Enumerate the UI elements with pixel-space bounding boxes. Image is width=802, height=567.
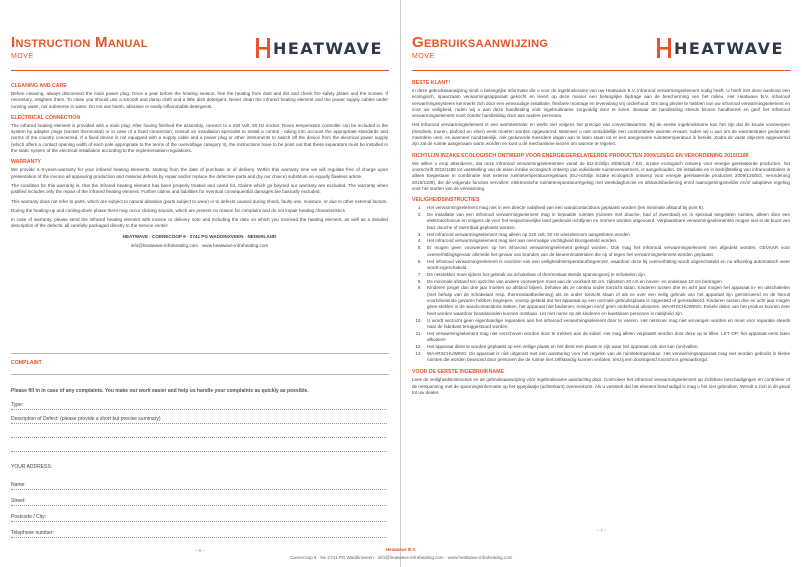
defect-line-3[interactable] [11,444,387,452]
warranty-text-1: We provide a 8-years-warranty for your infrared heating elements, starting from the date of purchase or of delivery. Within this warranty time we will regulate free of charge upon presentation of the invoice all appearing production and material defects by repair and/or replace the defective parts and (by our choice) substitute an equally flawless article. [11,167,388,179]
telephone-field[interactable] [11,530,387,538]
service-address: HEATWAVE · COENECOOP 9 · 2741 PG WADDINXVEEN · NEDERLAND [122,233,277,239]
header-divider [11,70,389,71]
footer-company: Heatwave B.V. [385,547,417,552]
safety-item: 4. Het infrarood verwarmingselement mag niet aan overmatige vochtigheid blootgesteld worden. [423,238,790,244]
complaint-divider-top [11,353,389,354]
heatwave-logo-icon [256,38,270,58]
safety-item: 12. Het apparaat dient te worden geplaatst op een veilige plaats en het dient een plaats te zijn waar het apparaat ook niet kan (om)vallen. [423,344,790,350]
safety-list [412,205,790,363]
safety-item: 3. Het infrarood verwarmingselement mag alleen op 230 volt, 50 Hz wisselstroom aangesloten worden. [423,232,790,238]
heatwave-logo-icon [657,38,671,58]
cleaning-text: Before cleaning, always disconnect the main power plug. Once a year before the heating season, free the heating from dust and dirt and check the safety plates and the screws. If necessary, retighten them. To clean you should use a smooth and damp cloth and a little dish detergent. Never clean the infrared heating element and the power supply cables under running water, nor submerse in water. Do not use harsh, abrasive or easily inflammable detergents. [11,91,388,109]
warranty-text-3: This warranty does not refer to parts, which are subject to natural abrasion (parts subject to wear) or to defects caused during shock, faulty use, moisture, or due to other external factors. [11,198,388,204]
safety-item: 5. Er mogen geen voorwerpen op het infrarood verwarmingselement gelegd worden. Ook mag het infrarood verwarmingselement niet afgedekt worden, GEVAAR voor oververhittingsgevaar alsmede het gevaar van branden van de kleuren/materialen die op of tegen het verwarmingselement worden geplaatst. [423,245,790,258]
safety-item: 11. Het verwarmingselement mag niet verschoven worden door te trekken aan de kabel. Het mag alleen verplaatst worden door deze op te tillen. LET OP: het apparaat eerst laten afkoelen! [423,331,790,344]
complaint-intro-wrap [11,376,389,404]
intro-text-1: In deze gebruiksaanwijzing vindt u belangrijke informatie die u voor de ingebruikname van uw Heatwave B.V. infrarood verwarmingselement nodig heeft. U heeft met deze aankoop een ecologisch, spaarzaam verwarmingsapparaat gekocht en levert op deze manier een belangrijke bijdrage aan de bescherming van het milieu. Het Heatwave B.V. infrarood verwarmingssysteem kenmerkt zich door een eenvoudige installatie, flexibele montage en levenslang vrij onderhoud. Om lang plezier te hebben van uw infrarood verwarmingselement en voor uw veiligheid, raden wij u aan deze handleiding vóór ingebruikname zorgvuldig door te lezen. Bewaar de handleiding steeds binnen handbereik en geef het infrarood verwarmingselement nooit zonder handleiding door aan andere personen. [412,88,790,119]
page-subtitle: MOVE [412,53,435,60]
defect-line-2[interactable] [11,430,387,438]
logo-text: HEATWAVE [273,38,383,58]
type-field[interactable] [11,402,387,410]
first-use-heading: VOOR DE EERSTE INGEBRUIKNAME [412,369,504,376]
safety-item: 2. De installatie van een infrarood verwarmingselement mag in bepaalde ruimtes (ruimtes met douche, bad of zwembad) en in speciaal toegelaten ruimtes, alleen door een elektrotechnicus en volgens de voor het respectievelijke land geldende richtlijnen en normen worden uitgevoerd. Verplaatsbare verwarmingselementen mogen niet in de buurt van bad, douche of zwembad geplaatst worden. [423,212,790,231]
name-label: Name: [11,482,26,488]
complaint-divider [11,374,389,375]
brand-logo [657,38,784,58]
first-use-text: Lees de veiligheidsinstructies en de gebruiksaanwijzing vóór ingebruikname aandachtig door. Controleer het infrarood verwarmingselement op zichtbare beschadigingen en controleer of de netspanning met de spanningsinformatie op het typeplaatje (achterkant) overeenkomt. Als u vaststelt dat het element beschadigd is mag u het niet gebruiken. Wendt u zich in dit geval tot uw dealer. [412,377,790,395]
safety-item: 9. Kinderen jonger dan drie jaar moeten op afstand blijven, behalve als ze continu onder toezicht staan. Kinderen tussen drie en acht jaar mogen het apparaat in- en uitschakelen (met behulp van de schakelaar resp. thermostaatbediening) als ze onder toezicht staan of als ze over een veilig gebruik van het apparaat zijn geïnstrueerd en de hieruit voortvloeiende gevaren hebben begrepen, voorop gesteld dat het apparaat op een normale gebruiksplaats is opgesteld of geïnstalleerd. Kinderen tussen drie en acht jaar mogen geen stekker in de wandcontactdoos steken, het apparaat niet bedienen, reinigen en/of geen onderhoud uitvoeren. WAARSCHUWING: Enkele delen van het product kunnen zeer heet worden waardoor brandwonden kunnen ontstaan. Let met name op als kinderen en kwetsbare personen in nabijheid zijn. [423,285,790,316]
name-field[interactable] [11,482,387,490]
electrical-text: The infrared heating element is provided with a main plug. After having finished the assembly, connect to a 230 Volt, 50 Hz socket. Room temperature controller can be included in the system by adapter plugs (socket thermostat) or in case of a fixed connection, consult an installation specialist to install a control - taking into account the appropriate standards and norms of the country concerned. If a fixed device is not equipped with a supply cable and a power plug or other instruments to switch off the device from the electrical power supply (which offers a contact opening width of each pole appropriate to the terms of the overvoltage category II), the instructions have to be point out that these separators must be installed in the static system of the electrical installation according to the implementation-regulations. [11,122,388,154]
brand-logo [256,38,383,58]
defect-description-field[interactable] [11,416,387,424]
service-contact: info@heatwave-infraheating.com · www.heatwave-infraheating.com [130,243,269,249]
address-section-label: YOUR ADDRESS: [11,464,53,470]
warranty-heading: WARRANTY [11,159,41,166]
page-subtitle: MOVE [11,53,34,60]
safety-item: 7. De netstekker moet tijdens het gebruik via schakelaar of thermostaat steeds spanningsvrij te schakelen zijn. [423,272,790,278]
right-content [412,78,790,399]
telephone-label: Telephone number: [11,530,54,536]
complaint-heading: COMPLAINT [11,360,42,366]
warranty-text-2: The condition for this warranty is, that the infrared heating element has been properly treated and cared for. Claims which go beyond our warranty are excluded. The warranty when justified includes only the repair of the infrared heating element. Further claims and liabilities for eventual consequential damages are basically excluded. [11,182,388,195]
street-field[interactable] [11,498,387,506]
intro-heading: BESTE KLANT! [412,80,451,86]
footer-address: Coenecoop 9 · NL-2741 PG Waddinxveen · info@heatwave-infraheating.com · www.heatwave-infraheating.com [289,555,513,560]
ecodesign-heading: RICHTLIJN INZAKE ECOLOGISCH ONTWERP VOOR ENERGIEGERELATEERDE PRODUCTEN 2009/125/EG EN VERORDENING 2015/1188 [412,152,749,159]
postcode-label: Postcode / City: [11,514,47,520]
postcode-city-field[interactable] [11,514,387,522]
ecodesign-text: We willen u erop attenderen, dat onze infrarood verwarmingselementen vanaf de EU-richtlijn 2009/125 / EG, inzake ecologisch ontwerp voor energie gerelateerde producten, het voorschrift 2015/1188 tot vaststelling van de eisen inzake ecologisch ontwerp van individuele ruimteverwarmers, is aangehouden. De installatie en in bedrijfstelling van infraroodstralers is alleen toegestaan in combinatie met externe ruimtetemperatuurregelaars (EU-richtlijn inzake ecologisch ontwerp voor energie gerelateerde producten 2009/125/EG, verordening 2015/1188), die de volgende functies vervullen: elektronische ruimtetemperatuurregeling met weekdagfunctie en afstandsbediening en/of raamopeningsmelder en/of adaptieve regeling voor het starten van de verwarming. [412,160,790,191]
safety-heading: VEILIGHEIDSINSTRUCTIES [412,197,480,204]
right-page [401,0,802,567]
type-label: Type: [11,402,24,408]
warranty-text-5: In case of warranty, please send the infrared heating element with invoice or delivery note and including the date on which you received the heating element, as well as a detailed description of the defects, all carefully packaged directly to the service center: [11,217,388,229]
safety-item: 8. De minimale afstand ten opzichte van andere voorwerpen moet aan de voorkant 50 cm, zijkanten 20 cm en boven- en onderaan 10 cm bedragen. [423,279,790,285]
page-title: Gebruiksaanwijzing [412,34,549,51]
logo-text: HEATWAVE [674,38,784,58]
header-divider [412,70,791,71]
page-number: – 6 – [194,548,205,553]
cleaning-heading: CLEANING AND CARE [11,83,67,89]
warranty-text-4: During the heating-up and cooling-down phase there may occur clicking sounds, which are present no reason for complaint and do not impair heating characteristics. [11,207,347,213]
safety-item: 6. Het infrarood verwarmingselement is voorzien van een veiligheidstemperatuurbegrenzer, waardoor deze bij oververhitting wordt uitgeschakeld en na afkoeling automatisch weer wordt ingeschakeld. [423,259,790,272]
complaint-intro: Please fill in in case of any complaints. You make our work easier and help us handle your complaints as quickly as possible. [11,388,309,394]
left-content [11,81,388,252]
safety-item: 13. WAARSCHUWING: Dit apparaat is niet uitgerust met een aansturing voor het regelen van de ruimtetemperatuur. Het verwarmingsapparaat mag niet worden gebruikt in kleine ruimtes die worden bewoond door personen die de ruimte niet zelfstandig kunnen verlaten, tenzij een doorlopend toezicht is gewaarborgd. [423,351,790,364]
defect-label: Description of Defect: (please provide a short but precise summary) [11,416,161,422]
intro-text-2: Het infrarood verwarmingselement is een warmtestraler en werkt niet volgens het principe van convectiewarmte. Bij de eerste ingebruikname kan het zijn dat de koude voorwerpen (meubels, muren, plafond en vloer) eerst moeten worden opgewarmd. Wanneer u niet onmiddellijk een comfortabele warmte ervaart, raden wij u aan om de warmtestraler gedurende meerdere uren, en wanneer noodzakelijk, ook gedurende meerdere dagen aan te laten staan tot er een aangename ruimtetemperatuur is bereikt. Zodra de vaste objecten opgewarmd zijn zal de ruimte aangenaam warm worden en kunt u de mechanisme kiezen om warmte te regelen. [412,122,790,147]
street-label: Street: [11,498,26,504]
page-number: – 7 – [596,528,607,533]
electrical-heading: ELECTRICAL CONNECTION [11,114,81,121]
page-title: Instruction Manual [11,34,148,51]
safety-item: 1. Het verwarmingselement mag niet in een directe nabijheid van een wandcontactdoos geplaatst worden (ten minimale afstand bij punt 8). [423,205,790,211]
safety-item: 10. U wordt verzocht geen eigenhandige reparaties aan het infrarood verwarmingselement door te voeren. Het netsnoer mag niet vervangen worden en moet voor reparatie steeds naar de fabrikant teruggestuurd worden. [423,318,790,331]
